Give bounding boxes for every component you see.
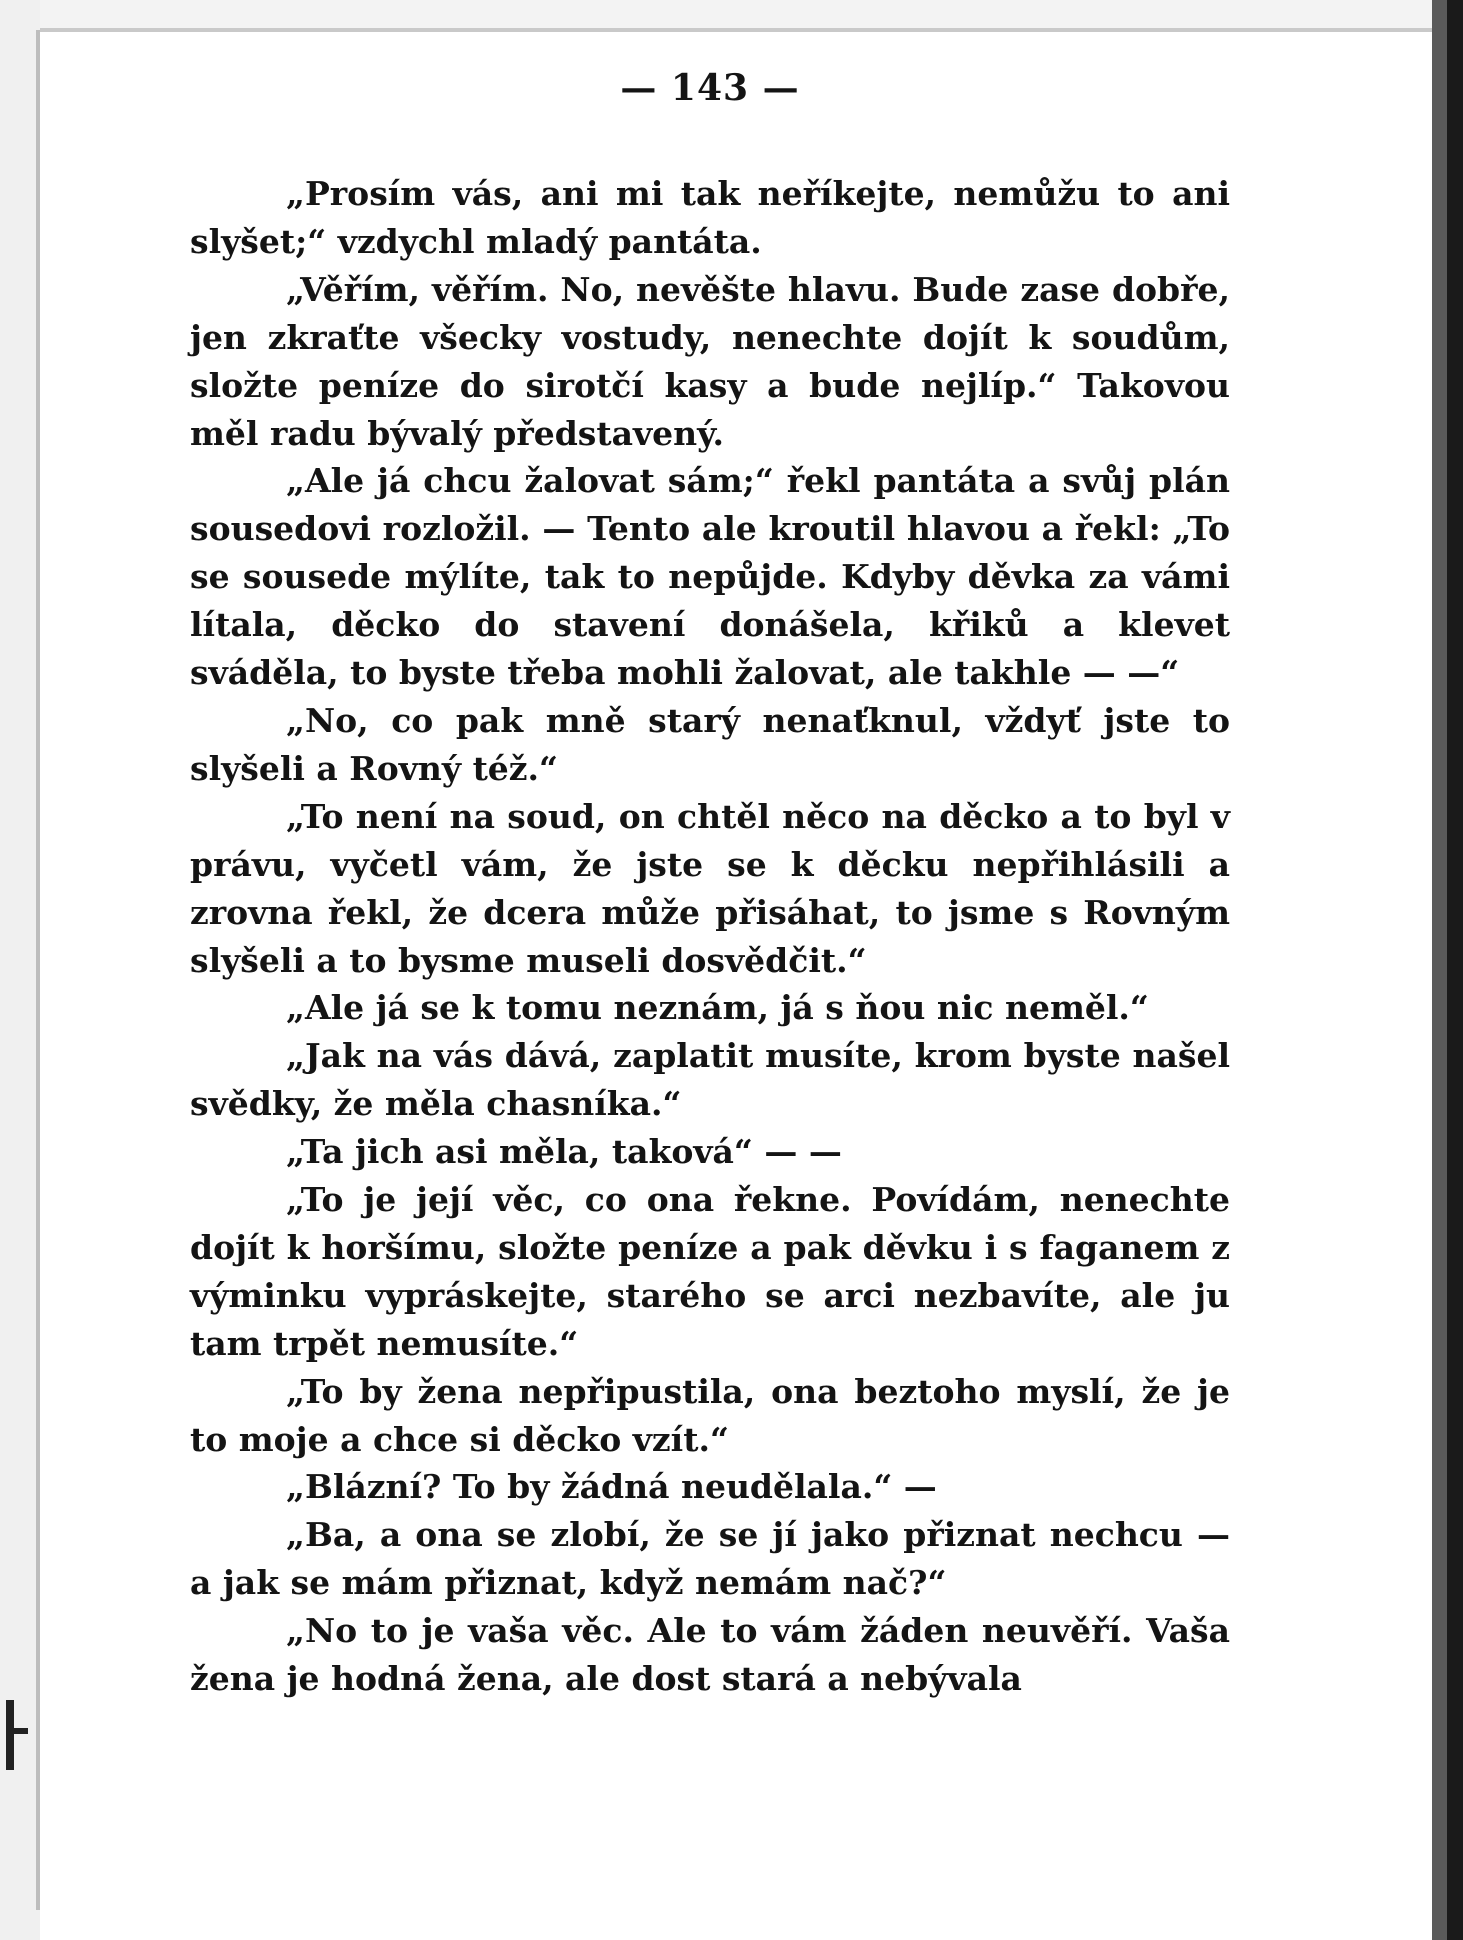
- body-text: [190, 170, 1230, 1703]
- paragraph: „No, co pak mně starý nenaťknul, vždyť jste to slyšeli a Rovný též.“: [190, 700, 1230, 788]
- paragraph: „Prosím vás, ani mi tak neříkejte, nemůžu to ani slyšet;“ vzdychl mladý pantáta.: [190, 174, 1230, 261]
- page-top-edge: [40, 28, 1432, 32]
- paragraph: „Jak na vás dává, zaplatit musíte, krom byste našel svědky, že měla chasníka.“: [190, 1036, 1230, 1124]
- paragraph: „To není na soud, on chtěl něco na děcko a to byl v právu, vyčetl vám, že jste se k děcku nepřihlásili a zrovna řekl, že dcera může přisáhat, to jsme s Rovným slyšeli a to bysme museli dosvědčit.“: [190, 796, 1230, 980]
- page-right-shadow: [1432, 0, 1447, 1940]
- binding-mark: [6, 1700, 14, 1770]
- page-content: [190, 60, 1230, 1703]
- page-number: — 143 —: [620, 67, 800, 109]
- paragraph: „Ba, a ona se zlobí, že se jí jako přiznat nechcu — a jak se mám přiznat, když nemám nač?“: [190, 1515, 1230, 1603]
- paragraph: „Ta jich asi měla, taková“ — —: [286, 1132, 842, 1172]
- paragraph: „Ale já chcu žalovat sám;“ řekl pantáta a svůj plán sousedovi rozložil. — Tento ale kroutil hlavou a řekl: „To se sousede mýlíte, tak to nepůjde. Kdyby děvka za vámi lítala, děcko do stavení donášela, křiků a klevet sváděla, to byste třeba mohli žalovat, ale takhle — —“: [190, 461, 1230, 693]
- paragraph: „To je její věc, co ona řekne. Povídám, nenechte dojít k horšímu, složte peníze a pak děvku i s faganem z výminku vypráskejte, starého se arci nezbavíte, ale ju tam trpět nemusíte.“: [190, 1180, 1230, 1363]
- paragraph: „Věřím, věřím. No, nevěšte hlavu. Bude zase dobře, jen zkraťte všecky vostudy, nenechte dojít k soudům, složte peníze do sirotčí kasy a bude nejlíp.“ Takovou měl radu bývalý představený.: [190, 269, 1230, 453]
- binding-mark-tick: [6, 1728, 28, 1734]
- page-right-edge: [1447, 0, 1463, 1940]
- page-left-edge: [36, 30, 40, 1910]
- paragraph: „Ale já se k tomu neznám, já s ňou nic neměl.“: [286, 988, 1149, 1028]
- page-left-margin: [0, 0, 40, 1940]
- paragraph: „To by žena nepřipustila, ona beztoho myslí, že je to moje a chce si děcko vzít.“: [190, 1371, 1230, 1459]
- paragraph: „No to je vaša věc. Ale to vám žáden neuvěří. Vaša žena je hodná žena, ale dost stará a nebývala: [190, 1611, 1230, 1699]
- paragraph: „Blázní? To by žádná neudělala.“ —: [286, 1467, 937, 1507]
